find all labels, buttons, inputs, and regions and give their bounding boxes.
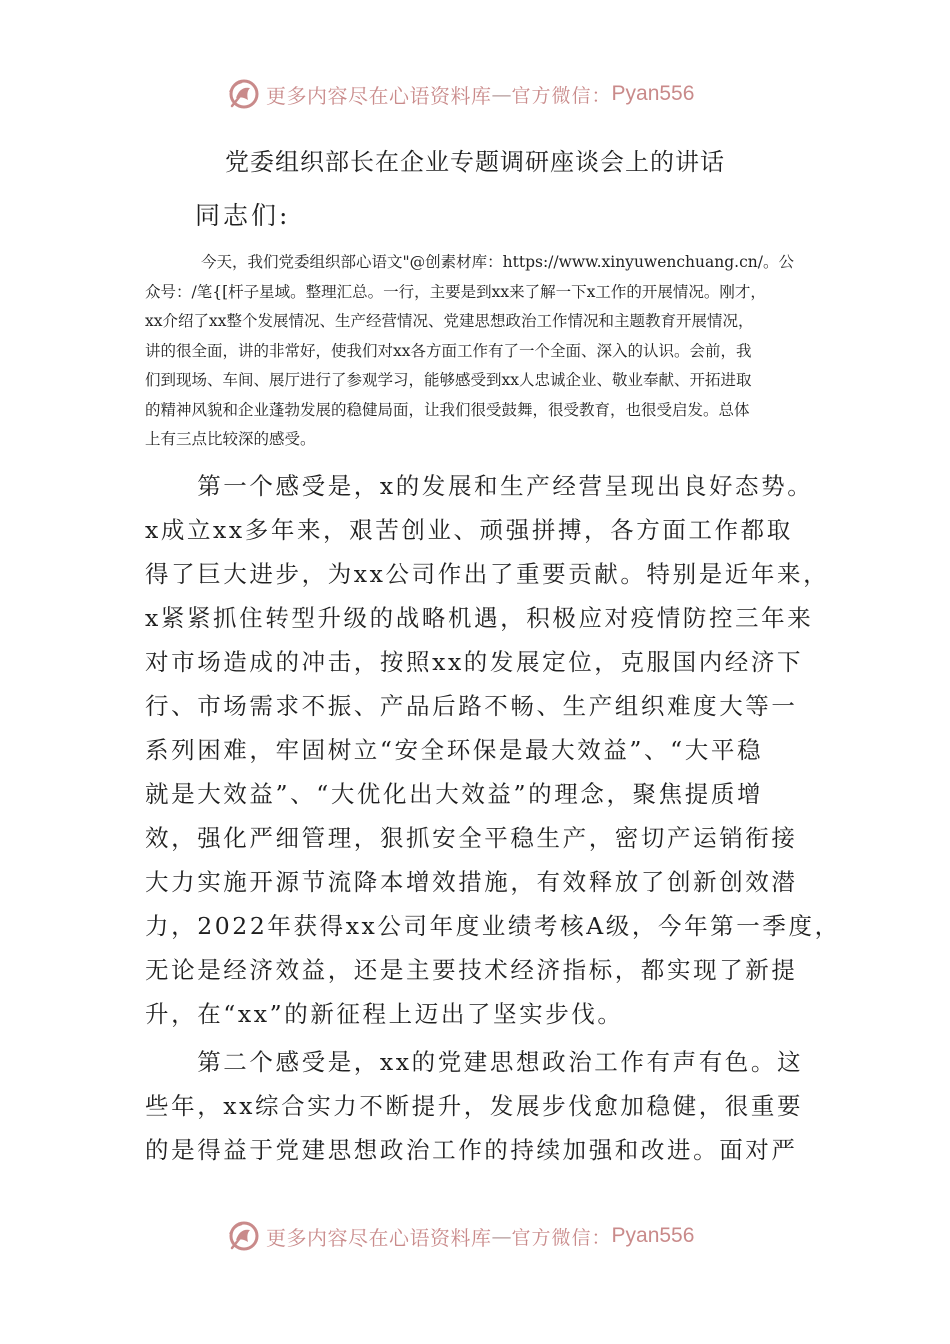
salutation: 同志们: — [195, 201, 291, 230]
watermark-wechat-id: Pyan556 — [611, 82, 695, 105]
paragraph-line: 升，在“xx”的新征程上迈出了坚实步伐。 — [145, 1000, 624, 1028]
paragraph-line: x成立xx多年来，艰苦创业、顽强拼搏，各方面工作都取 — [145, 516, 793, 544]
intro-line: 今天，我们党委组织部心语文"@创素材库：https://www.xinyuwenchuang.cn/。公 — [201, 253, 794, 271]
watermark-wechat-label: 官方微信： — [511, 84, 612, 107]
intro-line: xx介绍了xx整个发展情况、生产经营情况、党建思想政治工作情况和主题教育开展情况， — [145, 312, 754, 330]
paragraph-line: 得了巨大进步，为xx公司作出了重要贡献。特别是近年来， — [145, 560, 830, 588]
document-title: 党委组织部长在企业专题调研座谈会上的讲话 — [225, 148, 725, 176]
watermark-wechat-id: Pyan556 — [611, 1224, 695, 1247]
paragraph-line: 第二个感受是，xx的党建思想政治工作有声有色。这 — [145, 1048, 804, 1076]
paragraph-line: 就是大效益”、“大优化出大效益”的理念，聚焦提质增 — [145, 780, 764, 808]
watermark-wechat-label: 官方微信： — [511, 1226, 612, 1249]
intro-line: 们到现场、车间、展厅进行了参观学习，能够感受到xx人忠诚企业、敬业奉献、开拓进取 — [145, 371, 752, 389]
paragraph-line: 些年，xx综合实力不断提升，发展步伐愈加稳健，很重要 — [145, 1092, 804, 1120]
watermark-slogan: 更多内容尽在心语资料库 — [266, 1225, 492, 1250]
watermark-separator: — — [491, 82, 512, 106]
watermark-banner-bottom — [0, 1214, 950, 1258]
intro-line: 众号：/笔{[杆子星域。整理汇总。一行，主要是到xx来了解一下x工作的开展情况。刚才， — [145, 282, 766, 301]
paragraph-line: 大力实施开源节流降本增效措施，有效释放了创新创效潜 — [145, 868, 798, 896]
watermark-separator: — — [491, 1224, 512, 1248]
watermark-slogan: 更多内容尽在心语资料库 — [266, 83, 492, 108]
paragraph-line: 行、市场需求不振、产品后路不畅、生产组织难度大等一 — [145, 692, 798, 720]
intro-line: 上有三点比较深的感受。 — [145, 430, 316, 448]
paragraph-line: 对市场造成的冲击，按照xx的发展定位，克服国内经济下 — [145, 648, 804, 676]
intro-paragraph — [145, 248, 807, 455]
paragraph-first-impression — [145, 464, 841, 1036]
xinyu-logo-icon — [226, 1218, 262, 1254]
watermark-banner-top — [0, 72, 950, 116]
paragraph-line: 的是得益于党建思想政治工作的持续加强和改进。面对严 — [145, 1136, 798, 1164]
paragraph-line: 力，2022年获得xx公司年度业绩考核A级，今年第一季度， — [145, 912, 841, 940]
paragraph-line: 效，强化严细管理，狠抓安全平稳生产，密切产运销衔接 — [145, 824, 798, 852]
intro-line: 的精神风貌和企业蓬勃发展的稳健局面，让我们很受鼓舞，很受教育，也很受启发。总体 — [145, 400, 750, 419]
paragraph-line: 无论是经济效益，还是主要技术经济指标，都实现了新提 — [145, 956, 798, 984]
paragraph-line: 第一个感受是，x的发展和生产经营呈现出良好态势。 — [145, 472, 814, 500]
xinyu-logo-icon — [226, 76, 262, 112]
paragraph-second-impression — [145, 1040, 825, 1172]
paragraph-line: x紧紧抓住转型升级的战略机遇，积极应对疫情防控三年来 — [145, 604, 814, 632]
intro-line: 讲的很全面，讲的非常好，使我们对xx各方面工作有了一个全面、深入的认识。会前，我 — [145, 341, 752, 360]
paragraph-line: 系列困难，牢固树立“安全环保是最大效益”、“大平稳 — [145, 736, 764, 764]
